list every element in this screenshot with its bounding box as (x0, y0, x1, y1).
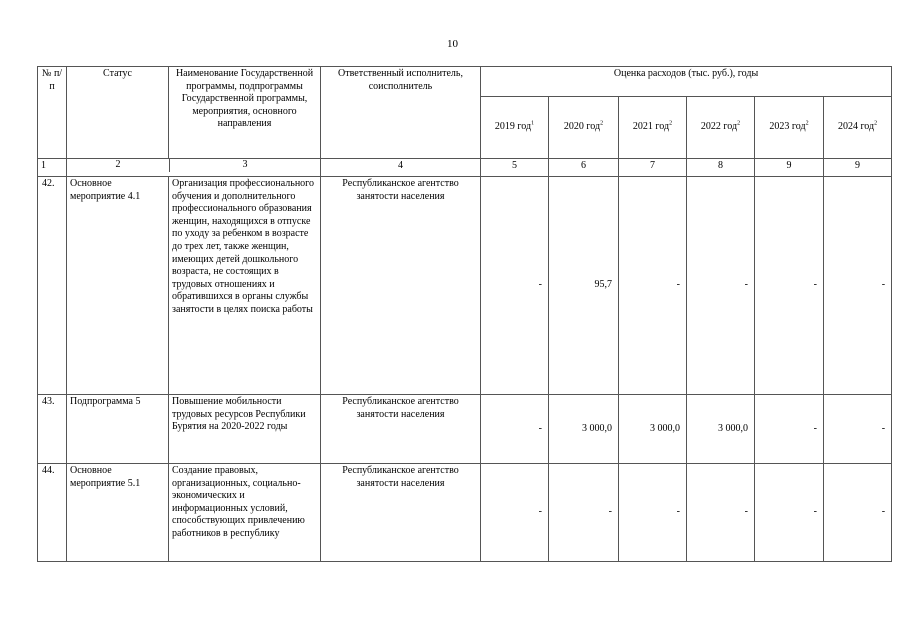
row-value-2023: - (755, 464, 824, 562)
row-value-2021: 3 000,0 (619, 395, 687, 464)
column-number: 1 (38, 159, 67, 177)
row-value-2020: 3 000,0 (549, 395, 619, 464)
header-year-2019: 2019 год$^1$ (481, 97, 549, 159)
row-name: Организация профессионального обучения и дополнительного профессионального образования женщин, находящихся в отпуске по уходу за ребенком в возрасте до трех лет, также женщин, имеющих детей дошкольного возраста, не состоящих в трудовых отношениях и обратившихся в органы службы занятости в целях поиска работы (169, 177, 321, 395)
column-number: 9 (755, 159, 824, 177)
column-number: 5 (481, 159, 549, 177)
expenditure-table (37, 66, 892, 562)
row-number: 43. (38, 395, 67, 464)
table-row (38, 464, 892, 562)
row-executor: Республиканское агентство занятости населения (321, 395, 481, 464)
row-value-2020: 95,7 (549, 177, 619, 395)
row-value-2023: - (755, 177, 824, 395)
row-value-2021: - (619, 177, 687, 395)
row-value-2024: - (824, 464, 892, 562)
row-value-2022: 3 000,0 (687, 395, 755, 464)
column-number: 7 (619, 159, 687, 177)
header-year-2022: 2022 год$^2$ (687, 97, 755, 159)
column-number: 2 (67, 159, 170, 172)
row-status: Основное мероприятие 5.1 (67, 464, 169, 562)
header-year-2023: 2023 год$^2$ (755, 97, 824, 159)
row-executor: Республиканское агентство занятости населения (321, 177, 481, 395)
column-number-row (38, 159, 892, 177)
column-number: 4 (321, 159, 481, 177)
row-number: 42. (38, 177, 67, 395)
row-status: Основное мероприятие 4.1 (67, 177, 169, 395)
column-number: 6 (549, 159, 619, 177)
row-value-2022: - (687, 177, 755, 395)
page-number: 10 (447, 38, 458, 50)
header-year-2024: 2024 год$^2$ (824, 97, 892, 159)
row-name: Создание правовых, организационных, социально-экономических и информационных условий, способствующих привлечению работников в республику (169, 464, 321, 562)
header-year-2020: 2020 год$^2$ (549, 97, 619, 159)
row-value-2019: - (481, 177, 549, 395)
row-value-2021: - (619, 464, 687, 562)
header-executor: Ответственный исполнитель, соисполнитель (321, 67, 481, 159)
table-header-row (38, 67, 892, 97)
header-name: Наименование Государственной программы, подпрограммы Государственной программы, мероприятия, основного направления (169, 67, 321, 159)
row-number: 44. (38, 464, 67, 562)
row-value-2023: - (755, 395, 824, 464)
column-number: 8 (687, 159, 755, 177)
header-costs: Оценка расходов (тыс. руб.), годы (481, 67, 892, 97)
header-status: Статус (67, 67, 169, 159)
header-year-2021: 2021 год$^2$ (619, 97, 687, 159)
row-value-2019: - (481, 464, 549, 562)
row-value-2022: - (687, 464, 755, 562)
table-row (38, 395, 892, 464)
table-row (38, 177, 892, 395)
row-name: Повышение мобильности трудовых ресурсов Республики Бурятия на 2020-2022 годы (169, 395, 321, 464)
row-value-2024: - (824, 395, 892, 464)
row-value-2024: - (824, 177, 892, 395)
header-num: № п/п (38, 67, 67, 159)
column-number: 9 (824, 159, 892, 177)
row-status: Подпрограмма 5 (67, 395, 169, 464)
row-value-2020: - (549, 464, 619, 562)
column-number: 3 (242, 159, 248, 170)
row-executor: Республиканское агентство занятости населения (321, 464, 481, 562)
row-value-2019: - (481, 395, 549, 464)
